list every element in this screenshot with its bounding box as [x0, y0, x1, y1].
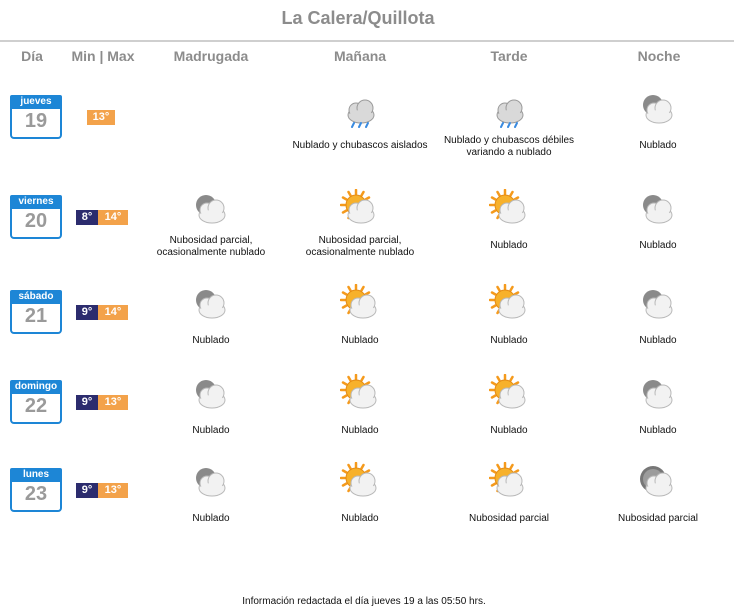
- day-date: 19: [24, 110, 48, 132]
- sun-cloud-icon: [340, 189, 380, 229]
- temp-max: 13°: [98, 395, 128, 410]
- night-cloud-icon: [638, 89, 678, 129]
- sun-behind-cloud-icon: [340, 284, 380, 324]
- day-date: 20: [24, 210, 48, 232]
- day-date: 22: [24, 395, 48, 417]
- forecast-caption: Nublado: [192, 425, 230, 436]
- sun-cloud-icon: [489, 462, 529, 502]
- temp-max: 13°: [87, 110, 115, 125]
- forecast-caption: Nublado: [192, 335, 230, 346]
- temperature-range-1: [76, 210, 128, 225]
- night-cloud-icon: [191, 374, 231, 414]
- temp-max: 14°: [98, 210, 128, 225]
- moon-cloud-icon: [638, 462, 678, 502]
- temperature-range-0: [87, 110, 115, 125]
- forecast-caption: Nublado: [490, 425, 528, 436]
- day-name: jueves: [10, 95, 62, 109]
- day-calendar-1: [10, 195, 62, 239]
- page-title: La Calera/Quillota: [281, 8, 435, 28]
- forecast-caption: Nublado: [341, 335, 379, 346]
- header-manana: Mañana: [333, 48, 387, 64]
- forecast-caption: Nubosidad parcial, ocasionalmente nublado: [305, 235, 415, 258]
- night-cloud-icon: [638, 374, 678, 414]
- night-cloud-icon: [191, 462, 231, 502]
- header-minmax: Min | Max: [71, 48, 135, 64]
- day-name: lunes: [10, 468, 62, 482]
- day-date: 21: [24, 305, 48, 327]
- header-day: Día: [21, 48, 43, 64]
- header-noche: Noche: [637, 48, 681, 64]
- header-madrugada: Madrugada: [173, 48, 249, 64]
- day-calendar-0: [10, 95, 62, 139]
- forecast-caption: Nublado: [639, 140, 677, 151]
- forecast-caption: Nublado y chubascos débiles variando a nublado: [443, 135, 575, 158]
- temp-min: 9°: [76, 305, 98, 320]
- temp-min: 8°: [76, 210, 98, 225]
- temperature-range-3: [76, 395, 128, 410]
- forecast-caption: Nublado: [341, 425, 379, 436]
- sun-behind-cloud-icon: [340, 374, 380, 414]
- forecast-caption: Nubosidad parcial: [468, 513, 550, 524]
- sun-behind-cloud-icon: [489, 374, 529, 414]
- forecast-caption: Nublado: [639, 335, 677, 346]
- rain-cloud-icon: [340, 89, 380, 129]
- temp-max: 13°: [98, 483, 128, 498]
- day-calendar-3: [10, 380, 62, 424]
- day-calendar-4: [10, 468, 62, 512]
- temperature-range-4: [76, 483, 128, 498]
- day-name: domingo: [10, 380, 62, 394]
- forecast-caption: Nubosidad parcial, ocasionalmente nublado: [156, 235, 266, 258]
- forecast-caption: Nublado: [490, 335, 528, 346]
- forecast-caption: Nublado: [639, 425, 677, 436]
- day-name: viernes: [10, 195, 62, 209]
- forecast-caption: Nubosidad parcial: [617, 513, 699, 524]
- night-cloud-icon: [638, 189, 678, 229]
- footer-note: Información redactada el día jueves 19 a las 05:50 hrs.: [242, 596, 486, 607]
- day-name: sábado: [10, 290, 62, 304]
- header-tarde: Tarde: [490, 48, 528, 64]
- forecast-caption: Nublado y chubascos aislados: [292, 140, 428, 151]
- day-date: 23: [24, 483, 48, 505]
- temp-min: 9°: [76, 483, 98, 498]
- forecast-caption: Nublado: [192, 513, 230, 524]
- night-cloud-icon: [638, 284, 678, 324]
- divider: [0, 40, 734, 42]
- sun-behind-cloud-icon: [489, 284, 529, 324]
- forecast-caption: Nublado: [341, 513, 379, 524]
- night-cloud-icon: [191, 189, 231, 229]
- temp-max: 14°: [98, 305, 128, 320]
- night-cloud-icon: [191, 284, 231, 324]
- sun-behind-cloud-icon: [340, 462, 380, 502]
- sun-behind-cloud-icon: [489, 189, 529, 229]
- forecast-caption: Nublado: [639, 240, 677, 251]
- temperature-range-2: [76, 305, 128, 320]
- forecast-caption: Nublado: [490, 240, 528, 251]
- day-calendar-2: [10, 290, 62, 334]
- temp-min: 9°: [76, 395, 98, 410]
- rain-cloud-icon: [489, 89, 529, 129]
